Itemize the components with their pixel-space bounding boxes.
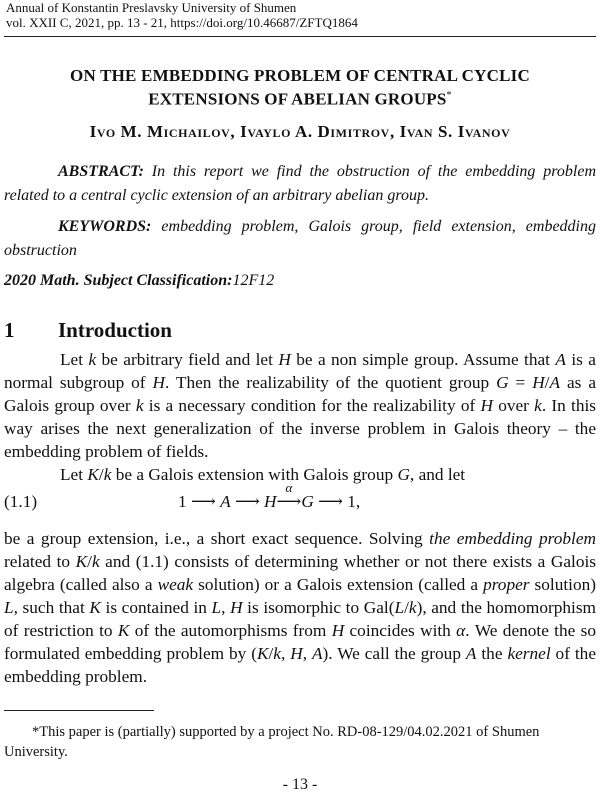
eq-right: ⟶ 1, (313, 492, 361, 511)
footnote-rule (4, 710, 154, 711)
paper-title (0, 66, 600, 110)
intro-paragraph-2: Let K/k be a Galois extension with Galois group G, and let (60, 465, 466, 484)
equation-1-1 (0, 480, 600, 516)
title-line-2: EXTENSIONS OF ABELIAN GROUPS (148, 89, 447, 109)
page-number: - 13 - (282, 776, 318, 793)
equation-label: (1.1) (4, 492, 38, 511)
subject-classification (4, 271, 274, 291)
intro-paragraph-3: be a group extension, i.e., a short exact sequence. Solving the embedding problem related to K/k and (1.1) consists of determining whether or not there exists a Galois algebra (called also a weak solution) or a Galois extension (called a proper solution) L, such that K is contained in L, H is isomorphic to Gal(L/k), and the homomorphism of restriction to K of the automorphisms from H coincides with α. We denote the so formulated embedding problem by (K/k, H, A). We call the group A the kernel of the embedding problem. (4, 529, 596, 686)
abstract-text: In this report we find the obstruction of the embedding problem related to a central cyclic extension of an arbitrary abelian group. (4, 163, 596, 204)
eq-A: A (220, 492, 231, 511)
keywords-label: KEYWORDS: (58, 218, 152, 235)
section-title: Introduction (58, 318, 172, 342)
journal-header (6, 0, 358, 30)
eq-H: H (264, 492, 277, 511)
header-rule (4, 36, 596, 37)
exact-sequence (178, 480, 361, 512)
keywords (4, 215, 596, 263)
msc-value: 12F12 (232, 272, 275, 289)
keywords-text: embedding problem, Galois group, field extension, embedding obstruction (4, 218, 596, 259)
title-footnote-marker: * (446, 90, 452, 101)
footnote: *This paper is (partially) supported by a project No. RD-08-129/04.02.2021 of Shumen University. (4, 724, 540, 760)
authors: Ivo M. Michailov, Ivaylo A. Dimitrov, Ivan S. Ivanov (89, 122, 511, 141)
msc-label: 2020 Math. Subject Classification: (4, 272, 233, 289)
section-number: 1 (4, 318, 15, 342)
eq-alpha: α (285, 480, 293, 495)
eq-arrow-1: ⟶ (230, 492, 265, 511)
abstract-label: ABSTRACT: (58, 163, 144, 180)
eq-arrow-alpha: ⟶ (276, 492, 302, 511)
title-line-1: ON THE EMBEDDING PROBLEM OF CENTRAL CYCLIC (70, 66, 530, 85)
abstract (4, 160, 596, 208)
eq-G: G (301, 492, 314, 511)
volume-doi: vol. XXII C, 2021, pp. 13 - 21, https://doi.org/10.46687/ZFTQ1864 (6, 15, 358, 30)
section-heading (4, 318, 172, 343)
intro-paragraph-1: Let k be arbitrary field and let H be a non simple group. Assume that A is a normal subgroup of H. Then the realizability of the quotient group G = H/A as a Galois group over k is a necessary condition for the realizability of H over k. In this way arises the next generalization of the inverse problem in Galois theory – the embedding problem of fields. (4, 350, 596, 461)
journal-name: Annual of Konstantin Preslavsky University of Shumen (6, 0, 297, 15)
eq-left: 1 ⟶ (178, 492, 221, 511)
